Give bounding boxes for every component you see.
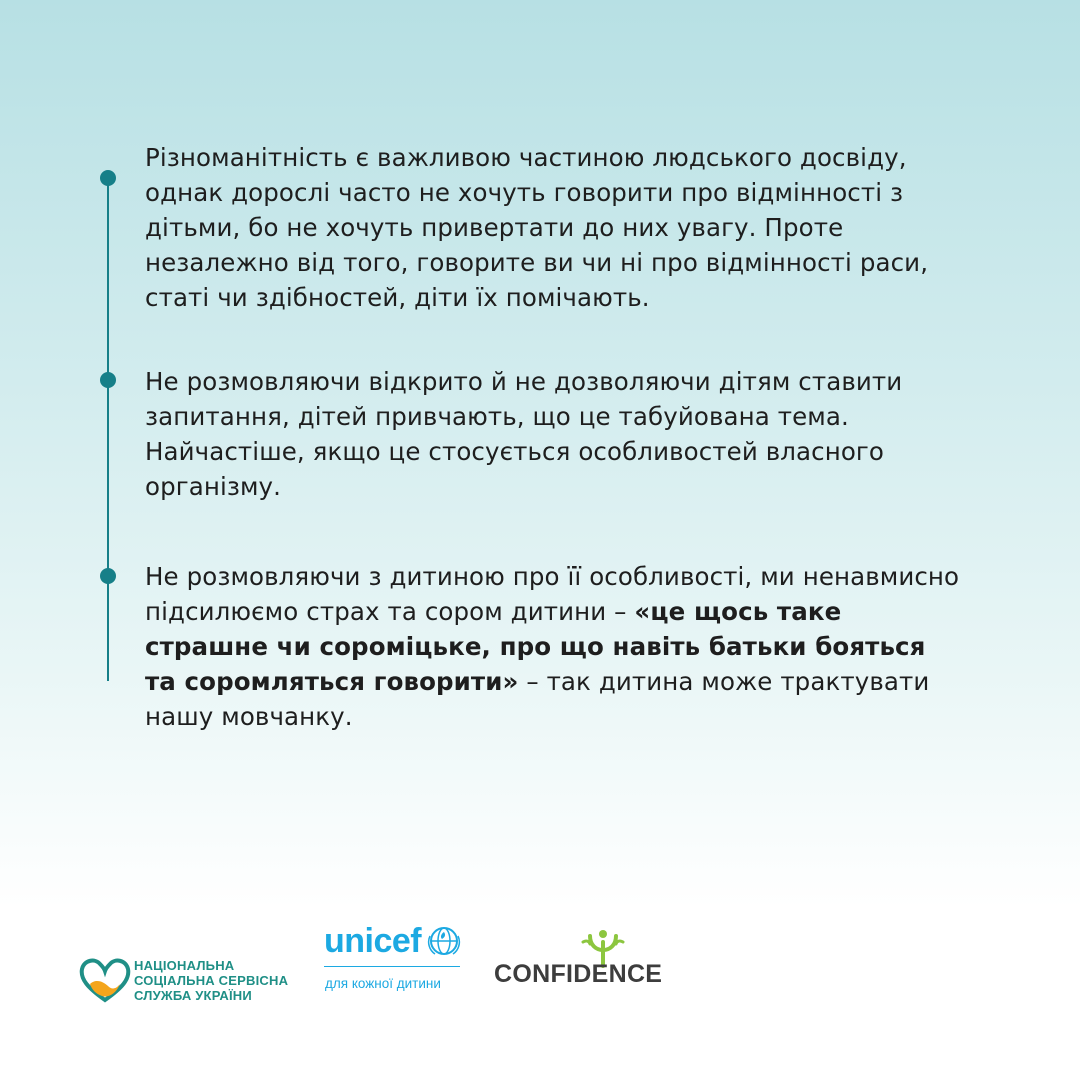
unicef-logo [324, 920, 474, 1000]
paragraph-3-start: Не розмовляючи з дитиною про її особливості, ми ненавмисно підсилюємо страх та сором дитини – [145, 562, 960, 626]
unicef-tagline: для кожної дитини [325, 976, 441, 991]
timeline-dot-3 [100, 568, 116, 584]
nsss-line-2: СОЦІАЛЬНА СЕРВІСНА [134, 973, 289, 988]
unicef-globe-icon [427, 924, 461, 958]
paragraph-1: Різноманітність є важливою частиною людського досвіду, однак дорослі часто не хочуть говорити про відмінності з дітьми, бо не хочуть привертати до них увагу. Проте незалежно від того, говорите ви чи ні про відмінності раси, статі чи здібностей, діти їх помічають. [145, 143, 929, 312]
unicef-divider [324, 966, 460, 967]
paragraph-3-quote: «це щось таке страшне чи сороміцьке, про що навіть батьки бояться та соромляться говорити» [145, 597, 926, 696]
nsss-line-1: НАЦІОНАЛЬНА [134, 958, 235, 973]
nsss-line-3: СЛУЖБА УКРАЇНИ [134, 988, 252, 1003]
paragraph-3 [145, 559, 965, 734]
partner-logos [0, 920, 1080, 1020]
timeline-dot-2 [100, 372, 116, 388]
timeline-dot-1 [100, 170, 116, 186]
confidence-logo [494, 928, 694, 1008]
timeline-line [107, 178, 109, 681]
confidence-wordmark: CONFIDENCE [494, 960, 663, 988]
heart-hand-icon [78, 954, 132, 1008]
unicef-wordmark: unicef [324, 922, 422, 960]
nsss-logo [78, 940, 318, 1010]
paragraph-2: Не розмовляючи відкрито й не дозволяючи дітям ставити запитання, дітей привчають, що це табуйована тема. Найчастіше, якщо це стосується особливостей власного організму. [145, 367, 903, 501]
nsss-text [134, 958, 288, 1003]
paragraph-3-end: – так дитина може трактувати нашу мовчанку. [145, 667, 930, 731]
